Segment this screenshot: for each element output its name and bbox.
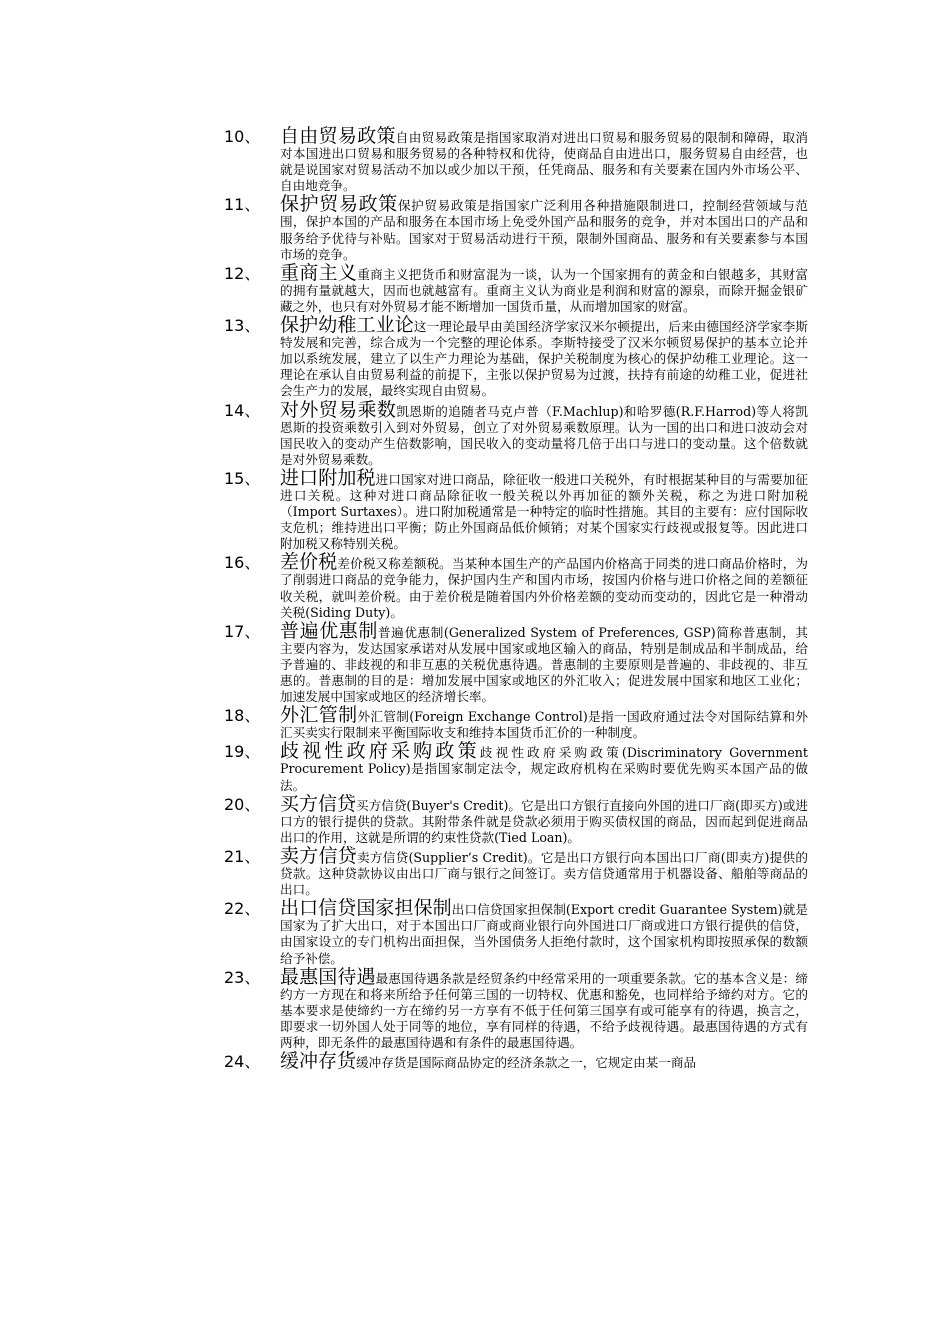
entry-body: [280, 741, 808, 793]
entry-number: 18、: [224, 706, 261, 726]
glossary-list: [224, 126, 808, 1071]
entry-text: 进口国家对进口商品，除征收一般进口关税外，有时根据某种目的与需要加征进口关税。这种对进口商品除征收一般关税以外再加征的额外关税，称之为进口附加税（Import Surtaxes）。进口附加税通常是一种特定的临时性措施。其目的主要有：应付国际收支危机；维持进出口平衡；防止外国商品低价倾销；对某个国家实行歧视或报复等。因此进口附加税又称特别关税。: [280, 471, 808, 552]
glossary-entry-23: [224, 967, 808, 1051]
entry-number: 19、: [224, 742, 261, 762]
entry-body: [280, 794, 808, 846]
entry-body: [280, 705, 808, 741]
entry-number: 23、: [224, 967, 261, 987]
entry-text: 外汇管制(Foreign Exchange Control)是指一国政府通过法令对国际结算和外汇买卖实行限制来平衡国际收支和维持本国货币汇价的一种制度。: [280, 709, 808, 741]
entry-term: 对外贸易乘数: [280, 398, 397, 421]
entry-body: [280, 194, 808, 262]
entry-text: 凯恩斯的追随者马克卢普（F.Machlup)和哈罗德(R.F.Harrod)等人将凯恩斯的投资乘数引入到对外贸易，创立了对外贸易乘数原理。认为一国的出口和进口波动会对国民收入的变动产生倍数影响，国民收入的变动量将几倍于出口与进口的变动量。这个倍数就是对外贸易乘数。: [280, 403, 808, 467]
entry-number: 14、: [224, 400, 261, 420]
entry-number: 13、: [224, 316, 261, 336]
entry-body: [280, 315, 808, 399]
entry-text: 缓冲存货是国际商品协定的经济条款之一，它规定由某一商品: [356, 1055, 697, 1071]
entry-text: 买方信贷(Buyer's Credit)。它是出口方银行直接向外国的进口厂商(即买方)或进口方的银行提供的贷款。其附带条件就是贷款必须用于购买债权国的商品，因而起到促进商品出口的作用，这就是所谓的约束性贷款(Tied Loan)。: [280, 797, 808, 845]
entry-term: 买方信贷: [280, 792, 357, 815]
entry-text: 重商主义把货币和财富混为一谈，认为一个国家拥有的黄金和白银越多，其财富的拥有量就越大，因而也就越富有。重商主义认为商业是利润和财富的源泉，而除开掘金银矿藏之外，也只有对外贸易才能不断增加一国货币量，从而增加国家的财富。: [280, 266, 808, 314]
entry-text: 自由贸易政策是指国家取消对进出口贸易和服务贸易的限制和障碍，取消对本国进出口贸易和服务贸易的各种特权和优待，使商品自由进出口，服务贸易自由经营，也就是说国家对贸易活动不加以或少加以干预，任凭商品、服务和有关要素在国内外市场公平、自由地竞争。: [280, 130, 808, 194]
entry-text: 这一理论最早由美国经济学家汉米尔顿提出，后来由德国经济学家李斯特发展和完善，综合成为一个完整的理论体系。李斯特接受了汉米尔顿贸易保护的基本立论并加以系统发展，建立了以生产力理论为基础，保护关税制度为核心的保护幼稚工业理论。这一理论在承认自由贸易利益的前提下，主张以保护贸易为过渡，扶持有前途的幼稚工业，促进社会生产力的发展，最终实现自由贸易。: [280, 319, 808, 399]
entry-term: 普遍优惠制: [280, 619, 378, 642]
entry-body: [280, 263, 808, 315]
entry-term: 缓冲存货: [280, 1050, 357, 1073]
entry-number: 17、: [224, 621, 261, 641]
entry-number: 15、: [224, 468, 261, 488]
entry-text: 差价税又称差额税。当某种本国生产的产品国内价格高于同类的进口商品价格时，为了削弱进口商品的竞争能力，保护国内生产和国内市场，按国内价格与进口价格之间的差额征收关税，就叫差价税。由于差价税是随着国内外价格差额的变动而变动的，因此它是一种滑动关税(Siding Duty)。: [280, 556, 808, 620]
glossary-entry-10: [224, 126, 808, 194]
entry-body: [280, 621, 808, 705]
entry-term: 最惠国待遇: [280, 965, 376, 988]
entry-term: 自由贸易政策: [280, 125, 396, 147]
entry-body: [280, 898, 808, 966]
entry-text: 出口信贷国家担保制(Export credit Guarantee System)就是国家为了扩大出口，对于本国出口厂商或商业银行向外国进口厂商或进口方银行提供的信贷，由国家设立的专门机构出面担保，当外国债务人拒绝付款时，这个国家机构即按照承保的数额给予补偿。: [280, 902, 808, 966]
glossary-entry-17: [224, 621, 808, 705]
glossary-entry-13: [224, 315, 808, 399]
entry-term: 进口附加税: [280, 466, 376, 489]
glossary-entry-15: [224, 468, 808, 552]
entry-term: 出口信贷国家担保制: [280, 897, 452, 920]
entry-text: 保护贸易政策是指国家广泛利用各种措施限制进口，控制经营领域与范围，保护本国的产品和服务在本国市场上免受外国产品和服务的竞争，并对本国出口的产品和服务给予优待与补贴。国家对于贸易活动进行干预，限制外国商品、服务和有关要素参与本国市场的竞争。: [280, 198, 808, 262]
glossary-entry-24: [224, 1051, 808, 1071]
entry-text: 卖方信贷(Supplier’s Credit)。它是出口方银行向本国出口厂商(即卖方)提供的贷款。这种贷款协议由出口厂商与银行之间签订。卖方信贷通常用于机器设备、船舶等商品的出口。: [280, 849, 808, 898]
entry-body: [280, 1051, 808, 1071]
entry-term: 外汇管制: [280, 704, 358, 727]
entry-number: 11、: [224, 195, 261, 215]
entry-body: [280, 126, 808, 194]
glossary-entry-19: [224, 741, 808, 793]
entry-body: [280, 846, 808, 898]
entry-number: 21、: [224, 846, 261, 866]
entry-term: 重商主义: [280, 261, 358, 284]
entry-term: 差价税: [280, 551, 338, 574]
glossary-entry-12: [224, 263, 808, 315]
entry-body: [280, 552, 808, 620]
entry-text: 普遍优惠制(Generalized System of Preferences, GSP)简称普惠制，其主要内容为，发达国家承诺对从发展中国家或地区输入的商品，特别是制成品和半制成品，给予普遍的、非歧视的和非互惠的关税优惠待遇。普惠制的主要原则是普遍的、非歧视的、非互惠的。普惠制的目的是：增加发展中国家或地区的外汇收入；促进发展中国家和地区工业化；加速发展中国家或地区的经济增长率。: [280, 624, 808, 705]
entry-text: 歧视性政府采购政策(Discriminatory Government Procurement Policy)是指国家制定法令，规定政府机构在采购时要优先购买本国产品的做法。: [280, 745, 808, 793]
glossary-entry-11: [224, 194, 808, 262]
entry-text: 最惠国待遇条款是经贸条约中经常采用的一项重要条款。它的基本含义是：缔约方一方现在和将来所给予任何第三国的一切特权、优惠和豁免，也同样给予缔约对方。它的基本要求是使缔约一方在缔约另一方享有不低于任何第三国享有或可能享有的待遇，换言之，即要求一切外国人处于同等的地位，享有同样的待遇，不给予歧视待遇。最惠国待遇的方式有两种，即无条件的最惠国待遇和有条件的最惠国待遇。: [280, 970, 808, 1050]
glossary-entry-18: [224, 705, 808, 741]
entry-number: 24、: [224, 1052, 261, 1072]
entry-number: 12、: [224, 263, 261, 283]
glossary-entry-22: [224, 898, 808, 966]
entry-body: [280, 967, 808, 1051]
entry-body: [280, 468, 808, 552]
entry-number: 20、: [224, 794, 261, 814]
entry-term: 保护幼稚工业论: [280, 314, 414, 337]
glossary-entry-16: [224, 552, 808, 620]
entry-term: 卖方信贷: [280, 844, 358, 867]
glossary-entry-14: [224, 400, 808, 468]
entry-number: 10、: [224, 127, 261, 146]
glossary-entry-21: [224, 846, 808, 898]
entry-body: [280, 400, 808, 468]
entry-number: 22、: [224, 899, 261, 919]
entry-number: 16、: [224, 553, 261, 573]
glossary-entry-20: [224, 794, 808, 846]
entry-term: 歧视性政府采购政策: [280, 740, 480, 763]
entry-term: 保护贸易政策: [280, 193, 398, 216]
